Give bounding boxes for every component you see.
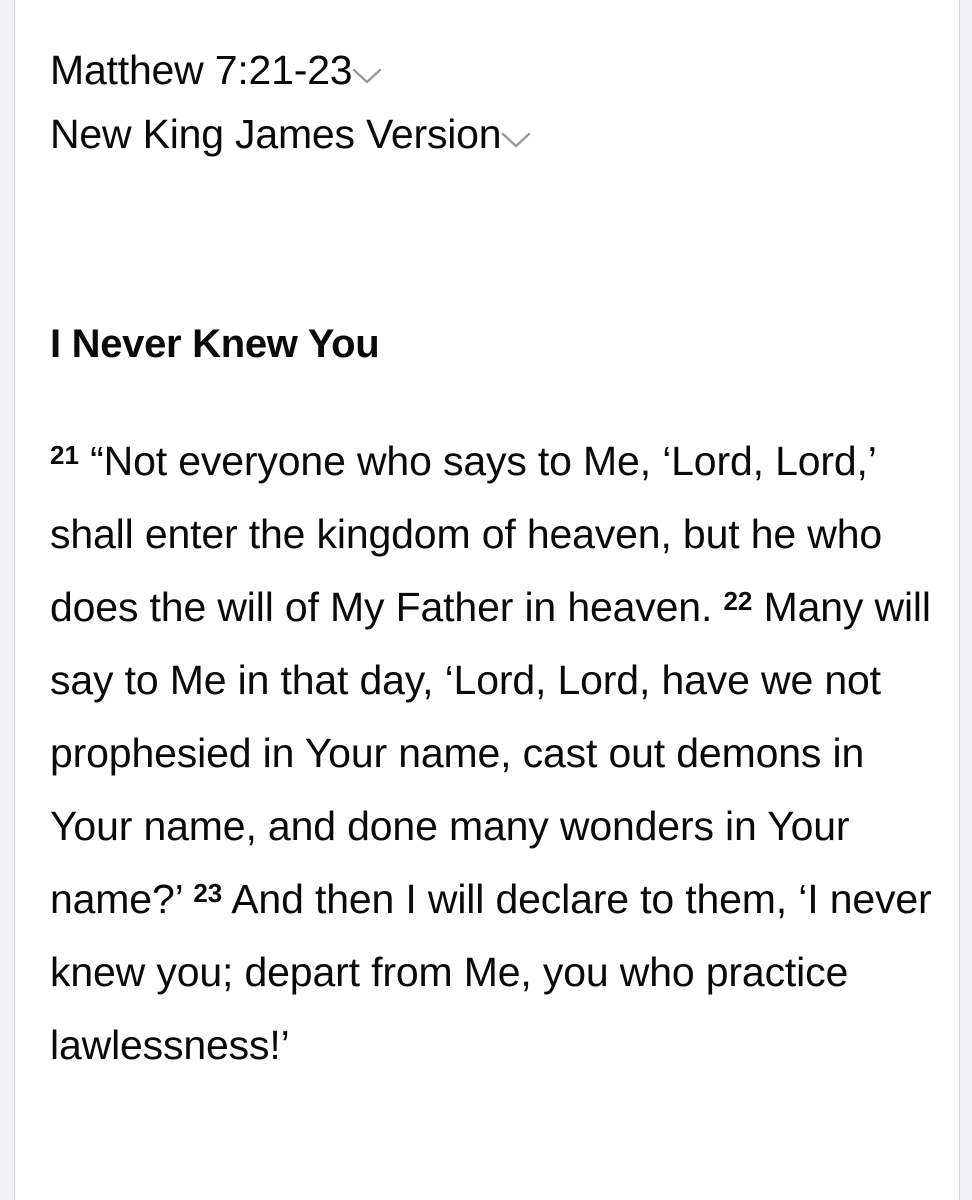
verse-number[interactable]: 22 [723, 586, 753, 616]
left-edge-strip [0, 0, 15, 1200]
chevron-down-icon[interactable] [352, 67, 382, 85]
verse-text: “Not everyone who says to Me, ‘Lord, Lord,’ shall enter the kingdom of heaven, but he who does the will of My Father in heaven. [50, 438, 883, 630]
reference-label: Matthew 7:21-23 [50, 47, 353, 93]
verse-number[interactable]: 21 [50, 440, 79, 470]
verse-text: And then I will declare to them, ‘I never knew you; depart from Me, you who practice lawlessness!’ [50, 876, 932, 1068]
passage-text [50, 425, 935, 1082]
section-heading: I Never Knew You [50, 322, 380, 366]
version-label: New King James Version [50, 111, 502, 157]
version-selector[interactable] [50, 102, 940, 166]
reference-selector[interactable] [50, 38, 940, 102]
verse-number[interactable]: 23 [193, 878, 223, 908]
right-edge-strip [959, 0, 972, 1200]
verse-text: Many will say to Me in that day, ‘Lord, Lord, have we not prophesied in Your name, cast out demons in Your name, and done many wonders in Your name?’ [50, 584, 931, 922]
chevron-down-icon[interactable] [501, 131, 531, 149]
reader-content [50, 38, 940, 1082]
